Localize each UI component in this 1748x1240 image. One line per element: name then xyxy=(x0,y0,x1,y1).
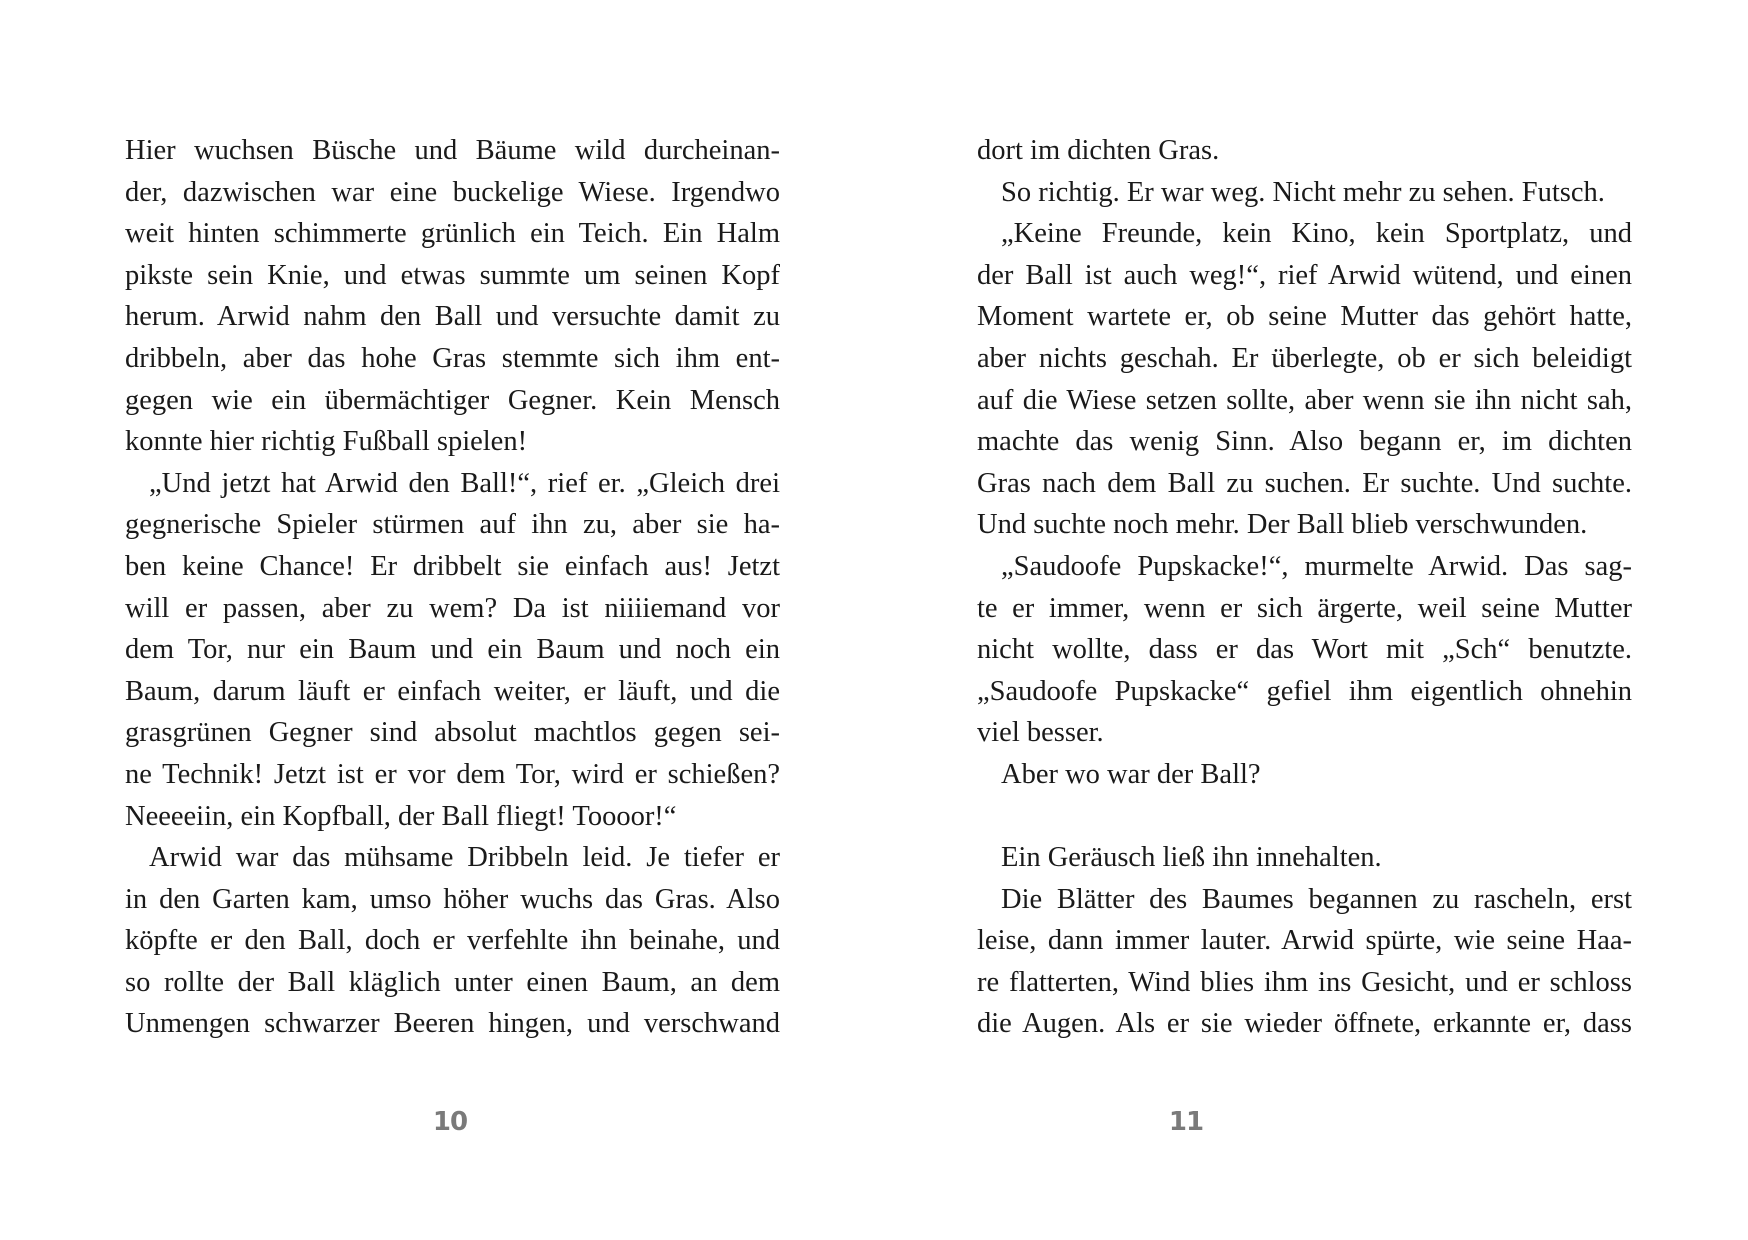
text-line: Aber wo war der Ball? xyxy=(1001,758,1261,790)
text-line: machte das wenig Sinn. Also begann er, im dichten xyxy=(977,426,1632,458)
text-line: herum. Arwid nahm den Ball und versuchte damit zu xyxy=(125,301,780,333)
text-line: pikste sein Knie, und etwas summte um seinen Kopf xyxy=(125,259,780,291)
right-page-text xyxy=(977,130,1632,1045)
text-line: köpfte er den Ball, doch er verfehlte ihn beinahe, und xyxy=(125,925,780,957)
text-line: „Saudoofe Pupskacke“ gefiel ihm eigentlich ohnehin xyxy=(977,675,1632,707)
text-line: gegen wie ein übermächtiger Gegner. Kein Mensch xyxy=(125,384,780,416)
text-line: dem Tor, nur ein Baum und ein Baum und noch ein xyxy=(125,634,780,666)
text-line: will er passen, aber zu wem? Da ist niiiiemand vor xyxy=(125,592,780,624)
text-line: so rollte der Ball kläglich unter einen Baum, an dem xyxy=(125,966,780,998)
text-line: viel besser. xyxy=(977,717,1104,749)
text-line: der, dazwischen war eine buckelige Wiese. Irgendwo xyxy=(125,176,780,208)
text-line: Baum, darum läuft er einfach weiter, er läuft, und die xyxy=(125,675,780,707)
text-line: Arwid war das mühsame Dribbeln leid. Je tiefer er xyxy=(149,842,780,874)
text-line: Unmengen schwarzer Beeren hingen, und verschwand xyxy=(125,1008,780,1040)
text-line: gegnerische Spieler stürmen auf ihn zu, aber sie ha- xyxy=(125,509,780,541)
right-page xyxy=(874,0,1748,1240)
text-line: Gras nach dem Ball zu suchen. Er suchte. Und suchte. xyxy=(977,467,1632,499)
text-line: ne Technik! Jetzt ist er vor dem Tor, wird er schießen? xyxy=(125,758,780,790)
text-line: So richtig. Er war weg. Nicht mehr zu sehen. Futsch. xyxy=(1001,176,1605,208)
text-line: konnte hier richtig Fußball spielen! xyxy=(125,426,528,458)
text-line: Moment wartete er, ob seine Mutter das gehört hatte, xyxy=(977,301,1632,333)
text-line: weit hinten schimmerte grünlich ein Teich. Ein Halm xyxy=(125,218,780,250)
text-line: ben keine Chance! Er dribbelt sie einfach aus! Jetzt xyxy=(125,550,780,582)
text-line: auf die Wiese setzen sollte, aber wenn sie ihn nicht sah, xyxy=(977,384,1632,416)
text-line: „Keine Freunde, kein Kino, kein Sportplatz, und xyxy=(1001,218,1632,250)
text-line: nicht wollte, dass er das Wort mit „Sch“ benutzte. xyxy=(977,634,1632,666)
text-line: dribbeln, aber das hohe Gras stemmte sich ihm ent- xyxy=(125,342,780,374)
text-line: die Augen. Als er sie wieder öffnete, erkannte er, dass xyxy=(977,1008,1632,1040)
text-line: der Ball ist auch weg!“, rief Arwid wütend, und einen xyxy=(977,259,1632,291)
text-line: „Und jetzt hat Arwid den Ball!“, rief er. „Gleich drei xyxy=(149,467,780,499)
page-number: 11 xyxy=(1168,1107,1204,1137)
left-page-text xyxy=(125,130,780,1045)
text-line: aber nichts geschah. Er überlegte, ob er sich beleidigt xyxy=(977,342,1632,374)
text-line: dort im dichten Gras. xyxy=(977,135,1220,166)
text-line: Die Blätter des Baumes begannen zu rascheln, erst xyxy=(1001,883,1632,915)
text-line: Neeeeiin, ein Kopfball, der Ball fliegt! Toooor!“ xyxy=(125,800,677,832)
text-line: Hier wuchsen Büsche und Bäume wild durcheinan- xyxy=(125,135,780,166)
text-line: re flatterten, Wind blies ihm ins Gesicht, und er schloss xyxy=(977,966,1632,998)
text-line: leise, dann immer lauter. Arwid spürte, wie seine Haa- xyxy=(977,925,1632,957)
text-line: te er immer, wenn er sich ärgerte, weil seine Mutter xyxy=(977,592,1632,624)
text-line: in den Garten kam, umso höher wuchs das Gras. Also xyxy=(125,883,780,915)
page-number: 10 xyxy=(432,1107,468,1137)
text-line: Ein Geräusch ließ ihn innehalten. xyxy=(1001,842,1382,874)
blank-line xyxy=(977,796,1632,838)
text-line: grasgrünen Gegner sind absolut machtlos gegen sei- xyxy=(125,717,780,749)
text-line: „Saudoofe Pupskacke!“, murmelte Arwid. Das sag- xyxy=(1001,550,1632,582)
text-line: Und suchte noch mehr. Der Ball blieb verschwunden. xyxy=(977,509,1588,541)
